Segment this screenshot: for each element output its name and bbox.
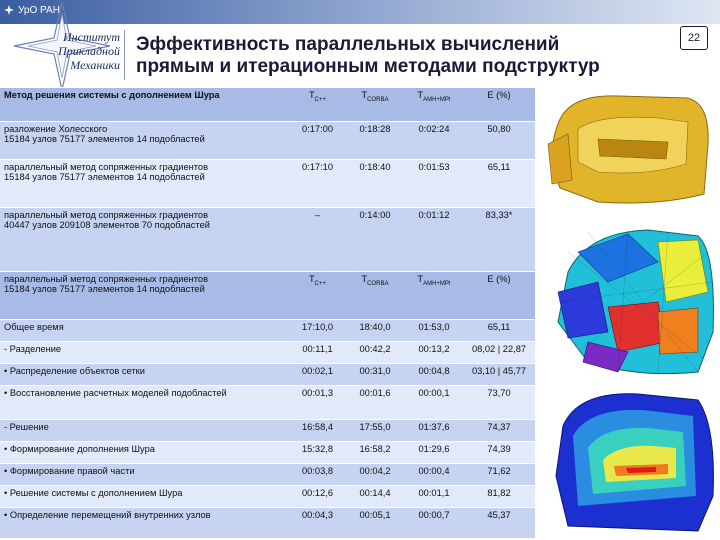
header2-tcpp-sub: C++	[314, 280, 327, 287]
table-row	[0, 442, 535, 464]
header-tamh-sub: AMH+MPI	[423, 96, 451, 103]
cell: 74,37	[463, 420, 535, 442]
table-row	[0, 342, 535, 364]
header-efficiency: E (%)	[463, 88, 535, 122]
table-row	[0, 486, 535, 508]
slide-number: 22	[680, 26, 708, 50]
header-method: Метод решения системы с дополнением Шура	[4, 90, 220, 100]
row-detail: 15184 узлов 75177 элементов 14 подобластей	[4, 134, 205, 144]
cell: 83,33*	[463, 208, 535, 272]
row-detail: 40447 узлов 209108 элементов 70 подобластей	[4, 220, 210, 230]
row-title: параллельный метод сопряженных градиентов	[4, 162, 209, 172]
cell: 00:01,6	[345, 386, 405, 420]
results-table	[0, 87, 535, 538]
cell: 08,02 | 22,87	[463, 342, 535, 364]
institute-line-3: Механики	[70, 58, 120, 72]
header-tcpp: T	[308, 90, 315, 100]
row-title: параллельный метод сопряженных градиентов	[4, 210, 209, 220]
title-line-2: прямым и итерационным методами подструктур	[136, 56, 600, 77]
header-tcorba: T	[361, 90, 368, 100]
cell: 0:17:00	[290, 122, 345, 160]
cell: 18:40,0	[345, 320, 405, 342]
institute-name	[20, 30, 120, 72]
row-label: • Формирование дополнения Шура	[0, 442, 290, 464]
cell: 00:00,4	[405, 464, 463, 486]
row-label: - Решение	[0, 420, 290, 442]
cell: 65,11	[463, 160, 535, 208]
header2-efficiency: E (%)	[463, 272, 535, 320]
cell: 0:01:53	[405, 160, 463, 208]
cell: 0:18:28	[345, 122, 405, 160]
institute-line-2: Прикладной	[58, 44, 120, 58]
cell: 0:02:24	[405, 122, 463, 160]
cell: 00:04,2	[345, 464, 405, 486]
header2-tamh: T	[417, 274, 424, 284]
cell: 01:29,6	[405, 442, 463, 464]
row-title: параллельный метод сопряженных градиентов	[4, 274, 209, 284]
row-label: • Решение системы с дополнением Шура	[0, 486, 290, 508]
cell: 00:04,8	[405, 364, 463, 386]
cell: 0:01:12	[405, 208, 463, 272]
header2-tcpp: T	[308, 274, 315, 284]
title-box	[124, 26, 706, 84]
cell: 65,11	[463, 320, 535, 342]
header2-tcorba-sub: CORBA	[367, 280, 389, 287]
fem-model-stress-image	[548, 386, 718, 536]
header-tcpp-sub: C++	[314, 96, 327, 103]
cell: 00:12,6	[290, 486, 345, 508]
row-label: • Формирование правой части	[0, 464, 290, 486]
cell: 73,70	[463, 386, 535, 420]
institute-line-1: Институт	[63, 30, 120, 44]
cell: 01:53,0	[405, 320, 463, 342]
table-row	[0, 508, 535, 538]
cell: 00:42,2	[345, 342, 405, 364]
table-header-row	[0, 88, 535, 122]
cell: 17:55,0	[345, 420, 405, 442]
fem-model-yellow-image	[538, 84, 714, 208]
row-label: • Распределение объектов сетки	[0, 364, 290, 386]
cell: 0:18:40	[345, 160, 405, 208]
header-tamh: T	[417, 90, 424, 100]
title-line-1: Эффективность параллельных вычислений	[136, 34, 560, 55]
table-row	[0, 320, 535, 342]
cell: 00:00,1	[405, 386, 463, 420]
header2-tcorba: T	[361, 274, 368, 284]
title-divider	[124, 30, 125, 80]
cell: 00:01,3	[290, 386, 345, 420]
table-row	[0, 464, 535, 486]
row-title: разложение Холесского	[4, 124, 108, 134]
page-title	[136, 34, 600, 78]
table-row	[0, 208, 535, 272]
cell: 00:02,1	[290, 364, 345, 386]
table-row	[0, 160, 535, 208]
row-detail: 15184 узлов 75177 элементов 14 подобластей	[4, 172, 205, 182]
fem-model-mesh-image	[548, 212, 718, 378]
row-label: - Разделение	[0, 342, 290, 364]
cell: 00:14,4	[345, 486, 405, 508]
cell: 00:00,7	[405, 508, 463, 538]
table-row	[0, 420, 535, 442]
cell: 01:37,6	[405, 420, 463, 442]
cell: 81,82	[463, 486, 535, 508]
header2-tamh-sub: AMH+MPI	[423, 280, 451, 287]
row-detail: 15184 узлов 75177 элементов 14 подобластей	[4, 284, 205, 294]
cell: 50,80	[463, 122, 535, 160]
row-label: • Восстановление расчетных моделей подобластей	[0, 386, 290, 420]
row-label: • Определение перемещений внутренних узлов	[0, 508, 290, 538]
cell: 71,62	[463, 464, 535, 486]
cell: 03,10 | 45,77	[463, 364, 535, 386]
row-label: Общее время	[0, 320, 290, 342]
cell: 0:17:10	[290, 160, 345, 208]
table-row	[0, 386, 535, 420]
header-tcorba-sub: CORBA	[367, 96, 389, 103]
table-row	[0, 364, 535, 386]
cell: 00:01,1	[405, 486, 463, 508]
cell: 16:58,2	[345, 442, 405, 464]
cell: 17:10,0	[290, 320, 345, 342]
cell: 74,39	[463, 442, 535, 464]
cell: 00:04,3	[290, 508, 345, 538]
cell: 00:31,0	[345, 364, 405, 386]
cell: 00:05,1	[345, 508, 405, 538]
cell: 00:11,1	[290, 342, 345, 364]
cell: 16:58,4	[290, 420, 345, 442]
cell: 15:32,8	[290, 442, 345, 464]
cell: –	[290, 208, 345, 272]
cell: 45,37	[463, 508, 535, 538]
cell: 0:14:00	[345, 208, 405, 272]
organization-name: УрО РАН	[18, 5, 60, 16]
cell: 00:03,8	[290, 464, 345, 486]
table-row	[0, 122, 535, 160]
table-header-row-2	[0, 272, 535, 320]
cell: 00:13,2	[405, 342, 463, 364]
